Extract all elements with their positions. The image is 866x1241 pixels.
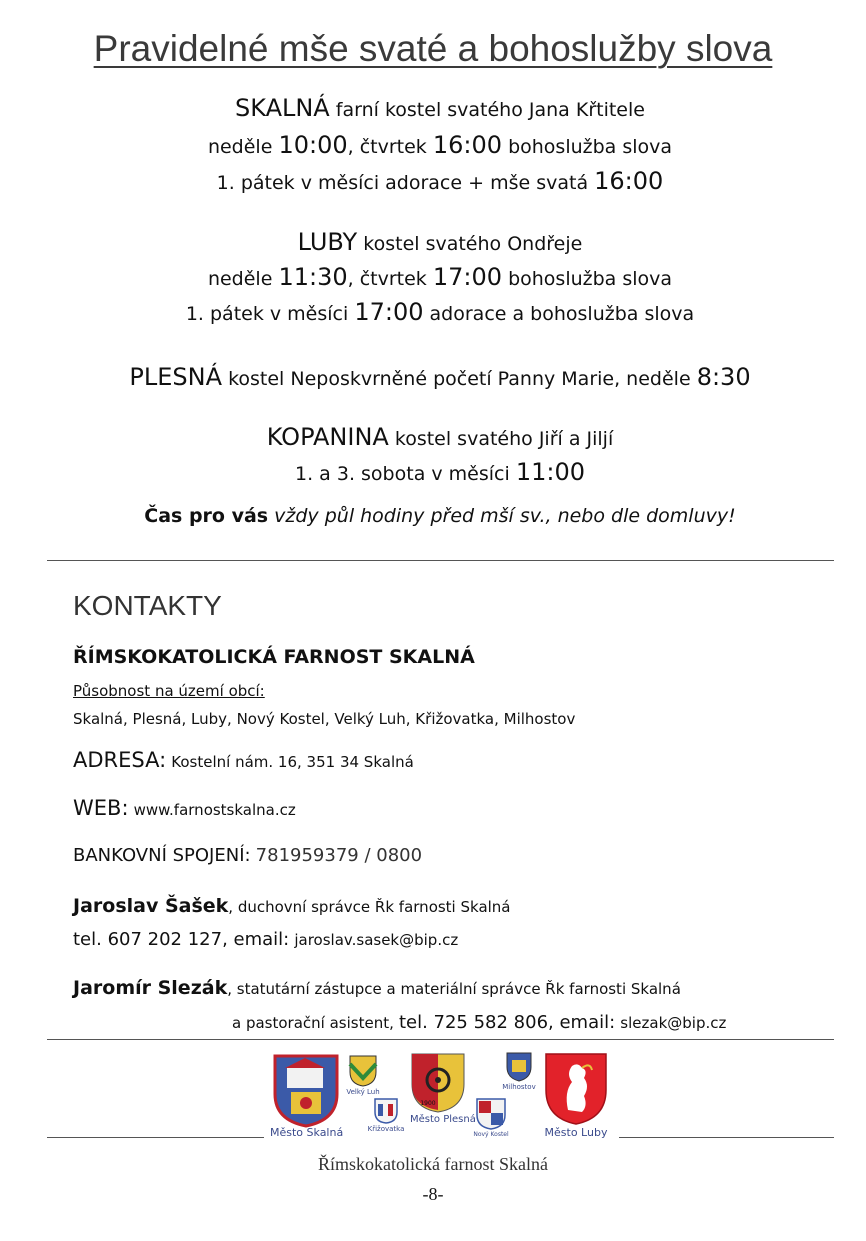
skalna-time-1: 10:00: [278, 131, 348, 159]
luby-time-2: 17:00: [432, 263, 503, 291]
page-number: -8-: [422, 1184, 444, 1204]
plesna-time: 8:30: [696, 363, 751, 391]
skalna-church: farní kostel svatého Jana Křtitele: [335, 99, 645, 121]
bank-account: 781959379 / 0800: [255, 845, 423, 866]
rep-name: Jaromír Slezák: [73, 977, 228, 999]
priest-name: Jaroslav Šašek: [73, 895, 229, 917]
luby-line-3: [0, 298, 866, 326]
kopanina-line-2: [0, 458, 866, 486]
coat-of-arms-milhostov-icon: [506, 1052, 532, 1082]
skalna-place: SKALNÁ: [235, 94, 330, 122]
skalna-line-1: [0, 94, 866, 122]
coat-of-arms-velky-luh-icon: [348, 1054, 378, 1088]
web-label: WEB:: [73, 796, 129, 820]
skalna-time-3: 16:00: [594, 167, 664, 195]
kopanina-time: 11:00: [515, 458, 585, 486]
rep-role-2: a pastorační asistent,: [232, 1014, 394, 1032]
priest-phone: tel. 607 202 127, email:: [73, 929, 290, 950]
priest-contact-line: [73, 929, 458, 950]
kopanina-place: KOPANINA: [266, 423, 389, 451]
footer-rule-left: [47, 1137, 264, 1138]
bank-line: [73, 845, 422, 866]
logo-caption-plesna: Město Plesná: [410, 1114, 476, 1125]
skalna-service: bohoslužba slova: [508, 136, 673, 158]
contacts-heading: KONTAKTY: [73, 590, 222, 621]
luby-line-2: [0, 263, 866, 291]
luby-service: bohoslužba slova: [508, 268, 673, 290]
scope-label: Působnost na území obcí:: [73, 682, 265, 700]
logo-caption-milhostov: Milhostov: [502, 1083, 536, 1091]
address-value: Kostelní nám. 16, 351 34 Skalná: [171, 753, 414, 771]
luby-day-1: neděle: [207, 268, 273, 290]
luby-service-2: adorace a bohoslužba slova: [429, 303, 695, 325]
logo-year-plesna: 1900: [420, 1100, 436, 1107]
plesna-place: PLESNÁ: [129, 363, 223, 391]
logo-caption-skalna: Město Skalná: [270, 1126, 344, 1139]
rep-contact-line: [232, 1012, 726, 1033]
luby-place: LUBY: [297, 228, 358, 256]
skalna-line-2: [0, 131, 866, 159]
skalna-day-1: neděle: [207, 136, 273, 158]
bank-label: BANKOVNÍ SPOJENÍ:: [73, 845, 251, 866]
skalna-first-friday: 1. pátek v měsíci adorace + mše svatá: [216, 172, 589, 194]
coat-of-arms-novy-kostel-icon: [476, 1098, 506, 1130]
coat-of-arms-luby-icon: [544, 1052, 608, 1126]
plesna-church: kostel Neposkvrněné početí Panny Marie, neděle: [228, 368, 691, 390]
footer-rule-right: [619, 1137, 834, 1138]
plesna-line: [0, 363, 866, 391]
footer-org: Římskokatolická farnost Skalná: [318, 1154, 548, 1174]
rep-line: [73, 977, 681, 999]
kopanina-line-1: [0, 423, 866, 451]
divider-bottom: [47, 1039, 834, 1040]
rep-phone: tel. 725 582 806, email:: [398, 1012, 616, 1033]
priest-role: , duchovní správce Řk farnosti Skalná: [228, 898, 511, 916]
scope-list: Skalná, Plesná, Luby, Nový Kostel, Velký Luh, Křižovatka, Milhostov: [73, 710, 576, 728]
address-line: [73, 748, 414, 772]
parish-name: ŘÍMSKOKATOLICKÁ FARNOST SKALNÁ: [73, 646, 475, 668]
web-link[interactable]: www.farnostskalna.cz: [133, 801, 296, 819]
rep-email[interactable]: slezak@bip.cz: [620, 1014, 727, 1032]
skalna-day-2: , čtvrtek: [347, 136, 427, 158]
luby-day-2: , čtvrtek: [347, 268, 427, 290]
rep-role: , statutární zástupce a materiální správce Řk farnosti Skalná: [227, 980, 681, 998]
luby-first-friday: 1. pátek v měsíci: [185, 303, 349, 325]
coat-of-arms-plesna-icon: [410, 1052, 466, 1114]
time-for-you-italic: vždy půl hodiny před mší sv., nebo dle domluvy!: [274, 505, 736, 527]
time-for-you: [0, 505, 866, 527]
coat-of-arms-krizovatka-icon: [374, 1098, 398, 1124]
web-line: [73, 796, 296, 820]
kopanina-day: 1. a 3. sobota v měsíci: [295, 463, 510, 485]
time-for-you-bold: Čas pro vás: [144, 505, 269, 527]
luby-time-1: 11:30: [278, 263, 348, 291]
logo-caption-luby: Město Luby: [544, 1126, 608, 1139]
kopanina-church: kostel svatého Jiří a Jiljí: [394, 428, 614, 450]
municipality-logos: [270, 1052, 615, 1142]
page-title: Pravidelné mše svaté a bohoslužby slova: [93, 28, 773, 69]
logo-caption-novy-kostel: Nový Kostel: [473, 1131, 509, 1138]
luby-time-3: 17:00: [354, 298, 424, 326]
skalna-line-3: [0, 167, 866, 195]
logo-caption-krizovatka: Křižovatka: [367, 1125, 405, 1133]
luby-church: kostel svatého Ondřeje: [363, 233, 583, 255]
skalna-time-2: 16:00: [432, 131, 503, 159]
priest-email[interactable]: jaroslav.sasek@bip.cz: [294, 931, 459, 949]
address-label: ADRESA:: [73, 748, 167, 772]
coat-of-arms-skalna-icon: [273, 1054, 339, 1128]
divider-top: [47, 560, 834, 561]
priest-line: [73, 895, 511, 917]
luby-line-1: [0, 228, 866, 256]
logo-caption-velky-luh: Velký Luh: [346, 1088, 380, 1096]
